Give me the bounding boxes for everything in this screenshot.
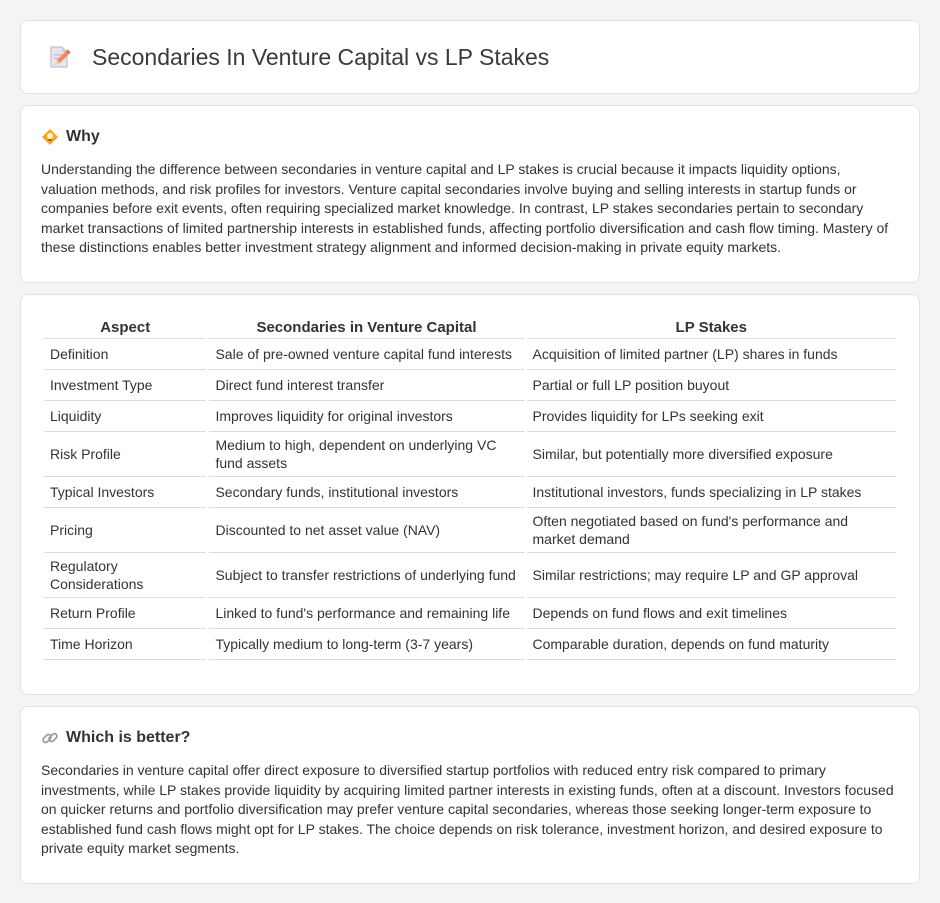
cell-secondaries-vc: Discounted to net asset value (NAV) <box>209 508 523 553</box>
cell-lp-stakes: Often negotiated based on fund's performance and market demand <box>527 508 897 553</box>
cell-lp-stakes: Comparable duration, depends on fund maturity <box>527 629 897 660</box>
better-header <box>41 729 899 747</box>
table-row <box>44 508 896 553</box>
comparison-table <box>41 315 899 660</box>
cell-lp-stakes: Similar restrictions; may require LP and GP approval <box>527 553 897 598</box>
cell-lp-stakes: Institutional investors, funds specializing in LP stakes <box>527 477 897 508</box>
cell-aspect: Definition <box>44 339 206 370</box>
table-row <box>44 339 896 370</box>
cell-secondaries-vc: Medium to high, dependent on underlying VC fund assets <box>209 432 523 477</box>
cell-aspect: Typical Investors <box>44 477 206 508</box>
why-section <box>20 105 920 283</box>
why-heading: Why <box>66 128 100 145</box>
link-icon <box>41 729 59 747</box>
which-is-better-section <box>20 706 920 884</box>
better-heading: Which is better? <box>66 729 191 746</box>
cell-secondaries-vc: Sale of pre-owned venture capital fund interests <box>209 339 523 370</box>
table-row <box>44 598 896 629</box>
why-header <box>41 128 899 146</box>
cell-lp-stakes: Provides liquidity for LPs seeking exit <box>527 401 897 432</box>
cell-secondaries-vc: Direct fund interest transfer <box>209 370 523 401</box>
cell-aspect: Pricing <box>44 508 206 553</box>
page-title: Secondaries In Venture Capital vs LP Stakes <box>92 43 550 70</box>
cell-aspect: Time Horizon <box>44 629 206 660</box>
cell-aspect: Regulatory Considerations <box>44 553 206 598</box>
cell-lp-stakes: Similar, but potentially more diversified exposure <box>527 432 897 477</box>
table-row <box>44 629 896 660</box>
cell-secondaries-vc: Linked to fund's performance and remaining life <box>209 598 523 629</box>
cell-aspect: Return Profile <box>44 598 206 629</box>
cell-aspect: Liquidity <box>44 401 206 432</box>
table-row <box>44 370 896 401</box>
table-row <box>44 477 896 508</box>
better-text: Secondaries in venture capital offer direct exposure to diversified startup portfolios with reduced entry risk compared to primary investments, while LP stakes provide liquidity by acquiring limited partner interests in existing funds, often at a discount. Investors focused on quicker returns and portfolio diversification may prefer venture capital secondaries, whereas those seeking longer-term exposure to established fund cash flows might opt for LP stakes. The choice depends on risk tolerance, investment horizon, and desired exposure to private equity market segments. <box>41 762 894 856</box>
cell-lp-stakes: Partial or full LP position buyout <box>527 370 897 401</box>
header-secondaries-vc: Secondaries in Venture Capital <box>209 315 523 339</box>
light-bulb-icon <box>41 128 59 146</box>
cell-secondaries-vc: Subject to transfer restrictions of underlying fund <box>209 553 523 598</box>
table-row <box>44 432 896 477</box>
cell-lp-stakes: Depends on fund flows and exit timelines <box>527 598 897 629</box>
cell-secondaries-vc: Typically medium to long-term (3-7 years) <box>209 629 523 660</box>
table-row <box>44 401 896 432</box>
title-card <box>20 20 920 94</box>
cell-aspect: Investment Type <box>44 370 206 401</box>
document-edit-icon <box>46 44 72 70</box>
table-row <box>44 553 896 598</box>
why-text: Understanding the difference between secondaries in venture capital and LP stakes is crucial because it impacts liquidity options, valuation methods, and risk profiles for investors. Venture capital secondaries involve buying and selling interests in startup funds or companies before exit events, often requiring specialized market knowledge. In contrast, LP stakes secondaries pertain to secondary market transactions of limited partnership interests in established funds, affecting portfolio diversification and cash flow timing. Mastery of these distinctions enables better investment strategy alignment and informed decision-making in private equity markets. <box>41 161 889 255</box>
cell-secondaries-vc: Improves liquidity for original investors <box>209 401 523 432</box>
cell-lp-stakes: Acquisition of limited partner (LP) shares in funds <box>527 339 897 370</box>
table-header-row <box>44 315 896 339</box>
header-aspect: Aspect <box>44 315 206 339</box>
header-lp-stakes: LP Stakes <box>527 315 897 339</box>
cell-secondaries-vc: Secondary funds, institutional investors <box>209 477 523 508</box>
cell-aspect: Risk Profile <box>44 432 206 477</box>
comparison-table-card <box>20 294 920 695</box>
